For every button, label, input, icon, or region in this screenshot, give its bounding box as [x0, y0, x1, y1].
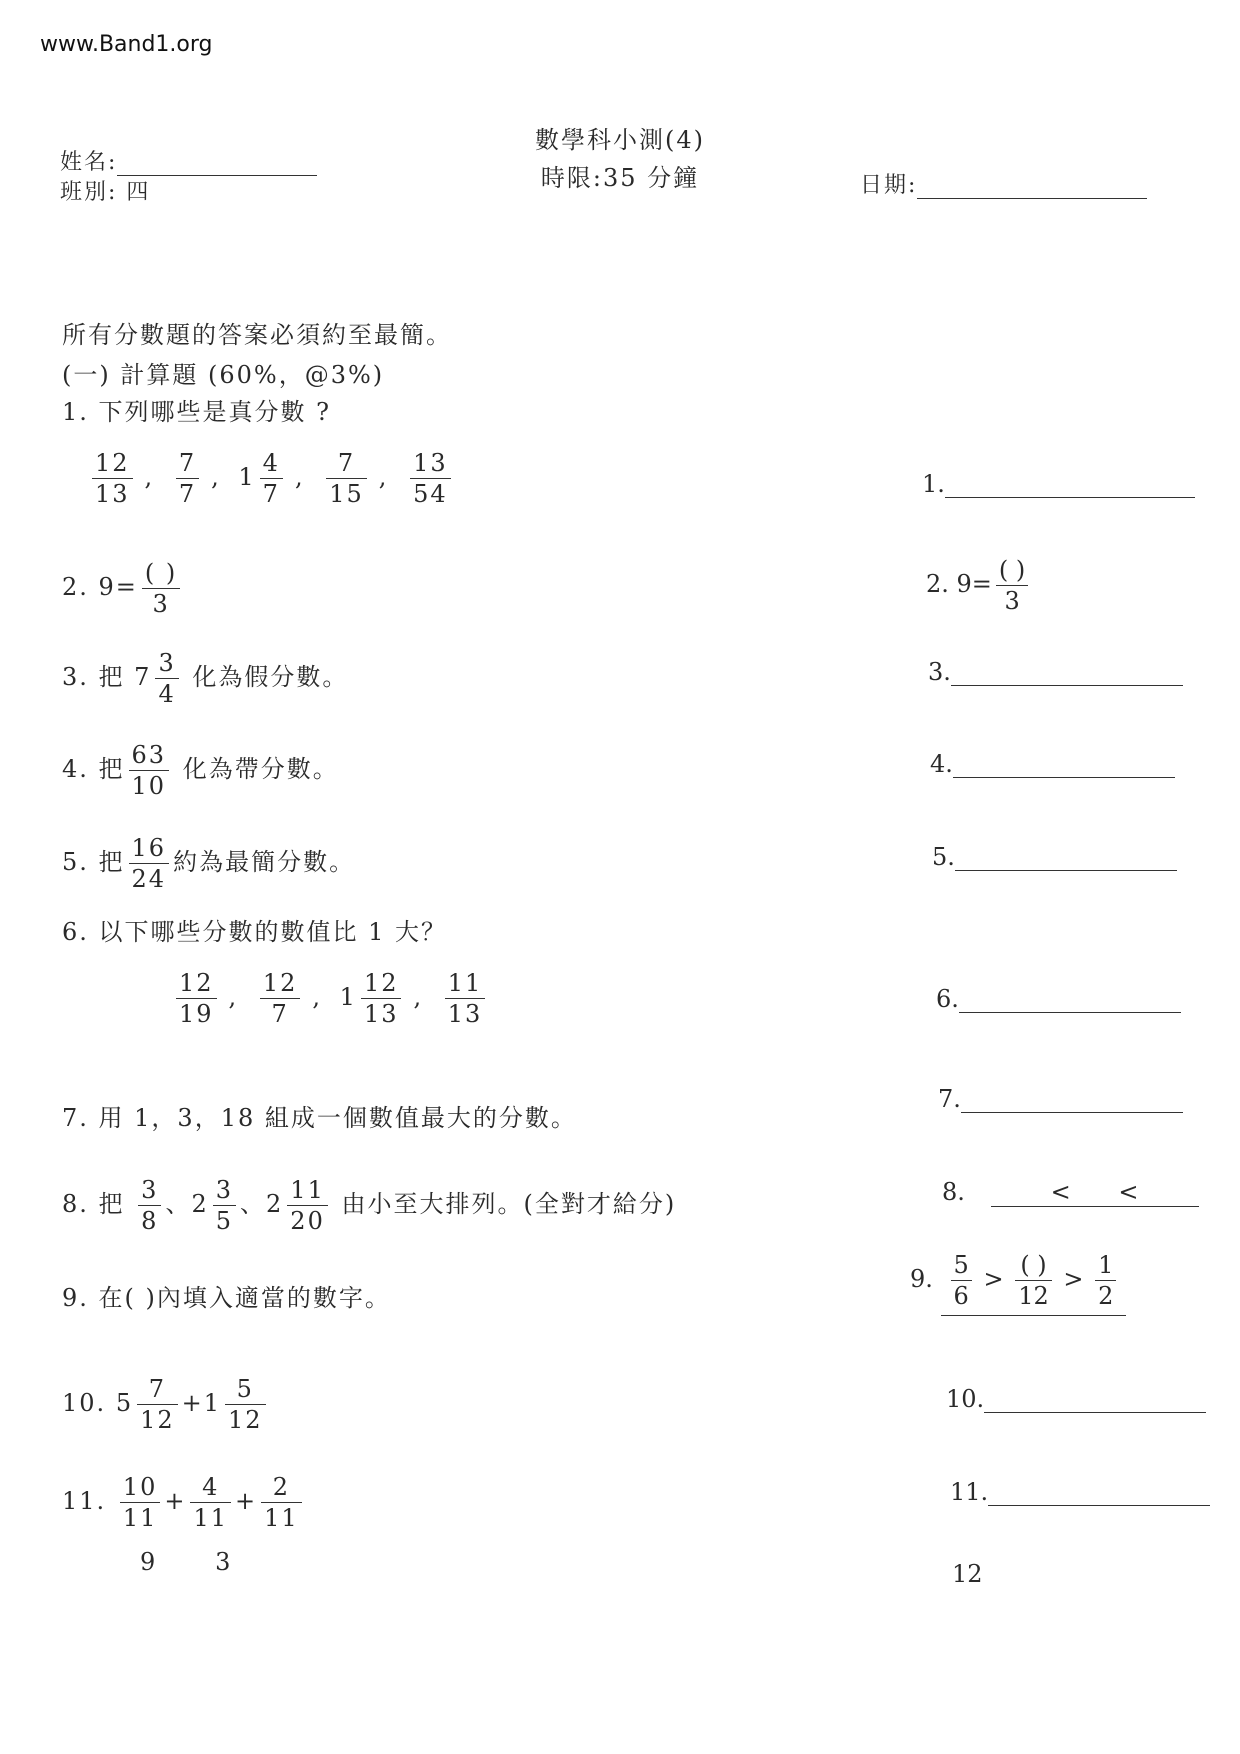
fraction[interactable]: $\frac{( )}{12}$: [1015, 1250, 1052, 1311]
answer-12-partial: 12: [952, 1560, 983, 1586]
date-blank: [917, 198, 1147, 199]
date-label: 日期:: [860, 173, 918, 198]
answer-10: 10.: [946, 1385, 1206, 1413]
answer-6: 6.: [936, 985, 1181, 1013]
question-5: 5. 把 $\frac{16}{24}$ 約為最簡分數。: [62, 834, 356, 893]
fraction: $\frac{7}{15}$: [326, 448, 367, 509]
answer-blank[interactable]: [955, 846, 1177, 871]
answer-blank[interactable]: [951, 661, 1183, 686]
question-1-text: 1. 下列哪些是真分數 ?: [62, 398, 332, 426]
fraction: $\frac{12}{13}$: [92, 448, 133, 509]
mixed-fraction: $\frac{11}{20}$: [287, 1175, 328, 1236]
site-url: www.Band1.org: [40, 32, 213, 57]
answer-11: 11.: [950, 1478, 1210, 1506]
simplify-note: 所有分數題的答案必須約至最簡。: [62, 321, 452, 349]
question-1-fractions: $\frac{12}{13}$ , $\frac{7}{7}$ , 1 $\frac{4}{7}$ , $\frac{7}{15}$ , $\frac{13}{54}$: [88, 448, 455, 509]
question-2: 2. 9= $\frac{( )}{3}$: [62, 558, 184, 619]
answer-2: 2. 9= $\frac{( )}{3}$: [926, 555, 1032, 616]
question-4: 4. 把 $\frac{63}{10}$ 化為帶分數。: [62, 741, 339, 800]
answer-4: 4.: [930, 750, 1175, 778]
section-title: (一) 計算題 (60%，@3%): [62, 361, 385, 389]
question-3: 3. 把 7 $\frac{3}{4}$ 化為假分數。: [62, 649, 349, 708]
answer-blank[interactable]: [984, 1388, 1206, 1413]
fraction: $\frac{10}{11}$: [120, 1472, 161, 1533]
fraction: $\frac{3}{4}$: [155, 648, 178, 709]
mixed-fraction: $\frac{5}{12}$: [225, 1374, 266, 1435]
question-12-partial: 9 3: [140, 1548, 233, 1576]
question-8: 8. 把 $\frac{3}{8}$ 、2 $\frac{3}{5}$ 、2 $\frac{11}{20}$ 由小至大排列。(全對才給分): [62, 1176, 677, 1235]
mixed-fraction: $\frac{12}{13}$: [361, 968, 402, 1029]
answer-9-expression: $\frac{5}{6}$ > $\frac{( )}{12}$ > $\frac{1}{2}$: [941, 1250, 1127, 1316]
mixed-fraction: $\frac{7}{12}$: [137, 1374, 178, 1435]
class-label: 班別: 四: [60, 180, 151, 205]
mixed-fraction: $\frac{4}{7}$: [260, 448, 283, 509]
question-11: 11. $\frac{10}{11}$ + $\frac{4}{11}$ + $\frac{2}{11}$: [62, 1472, 306, 1533]
question-9-text: 9. 在( )內填入適當的數字。: [62, 1284, 391, 1312]
answer-blank[interactable]: [961, 1088, 1183, 1113]
answer-9: 9. $\frac{5}{6}$ > $\frac{( )}{12}$ > $\frac{1}{2}$: [910, 1250, 1126, 1316]
fraction: $\frac{3}{8}$: [138, 1175, 161, 1236]
question-6-text: 6. 以下哪些分數的數值比 1 大？: [62, 918, 448, 946]
fraction: $\frac{4}{11}$: [190, 1472, 231, 1533]
fraction: $\frac{5}{6}$: [951, 1250, 972, 1311]
fraction: $\frac{12}{19}$: [176, 968, 217, 1029]
answer-blank[interactable]: < <: [991, 1178, 1199, 1207]
answer-3: 3.: [928, 658, 1183, 686]
fraction: $\frac{1}{2}$: [1095, 1250, 1116, 1311]
fraction: $\frac{11}{13}$: [445, 968, 486, 1029]
fraction: $\frac{63}{10}$: [129, 740, 170, 801]
answer-1: 1.: [922, 470, 1195, 498]
question-7-text: 7. 用 1，3，18 組成一個數值最大的分數。: [62, 1104, 577, 1132]
answer-blank[interactable]: [953, 753, 1175, 778]
answer-blank[interactable]: [988, 1481, 1210, 1506]
name-label: 姓名:: [60, 150, 118, 175]
question-6-fractions: $\frac{12}{19}$ , $\frac{12}{7}$ , 1 $\frac{12}{13}$ , $\frac{11}{13}$: [172, 968, 489, 1029]
question-10: 10. 5 $\frac{7}{12}$ +1 $\frac{5}{12}$: [62, 1374, 270, 1435]
date-field: [860, 168, 1147, 199]
fraction: $\frac{( )}{3}$: [996, 555, 1028, 616]
fraction: $\frac{7}{7}$: [176, 448, 199, 509]
fraction: $\frac{13}{54}$: [410, 448, 451, 509]
fraction: $\frac{16}{24}$: [129, 833, 170, 894]
mixed-fraction: $\frac{3}{5}$: [213, 1175, 236, 1236]
answer-blank[interactable]: [945, 473, 1195, 498]
fraction: $\frac{( )}{3}$: [142, 558, 180, 619]
fraction: $\frac{2}{11}$: [261, 1472, 302, 1533]
answer-blank[interactable]: [959, 988, 1181, 1013]
answer-5: 5.: [932, 843, 1177, 871]
answer-7: 7.: [938, 1085, 1183, 1113]
name-field: [60, 145, 317, 176]
time-limit: 時限:35 分鐘: [540, 164, 700, 192]
page-title: 數學科小測(4): [535, 126, 705, 154]
answer-8: 8. < <: [942, 1178, 1199, 1207]
fraction: $\frac{12}{7}$: [260, 968, 301, 1029]
